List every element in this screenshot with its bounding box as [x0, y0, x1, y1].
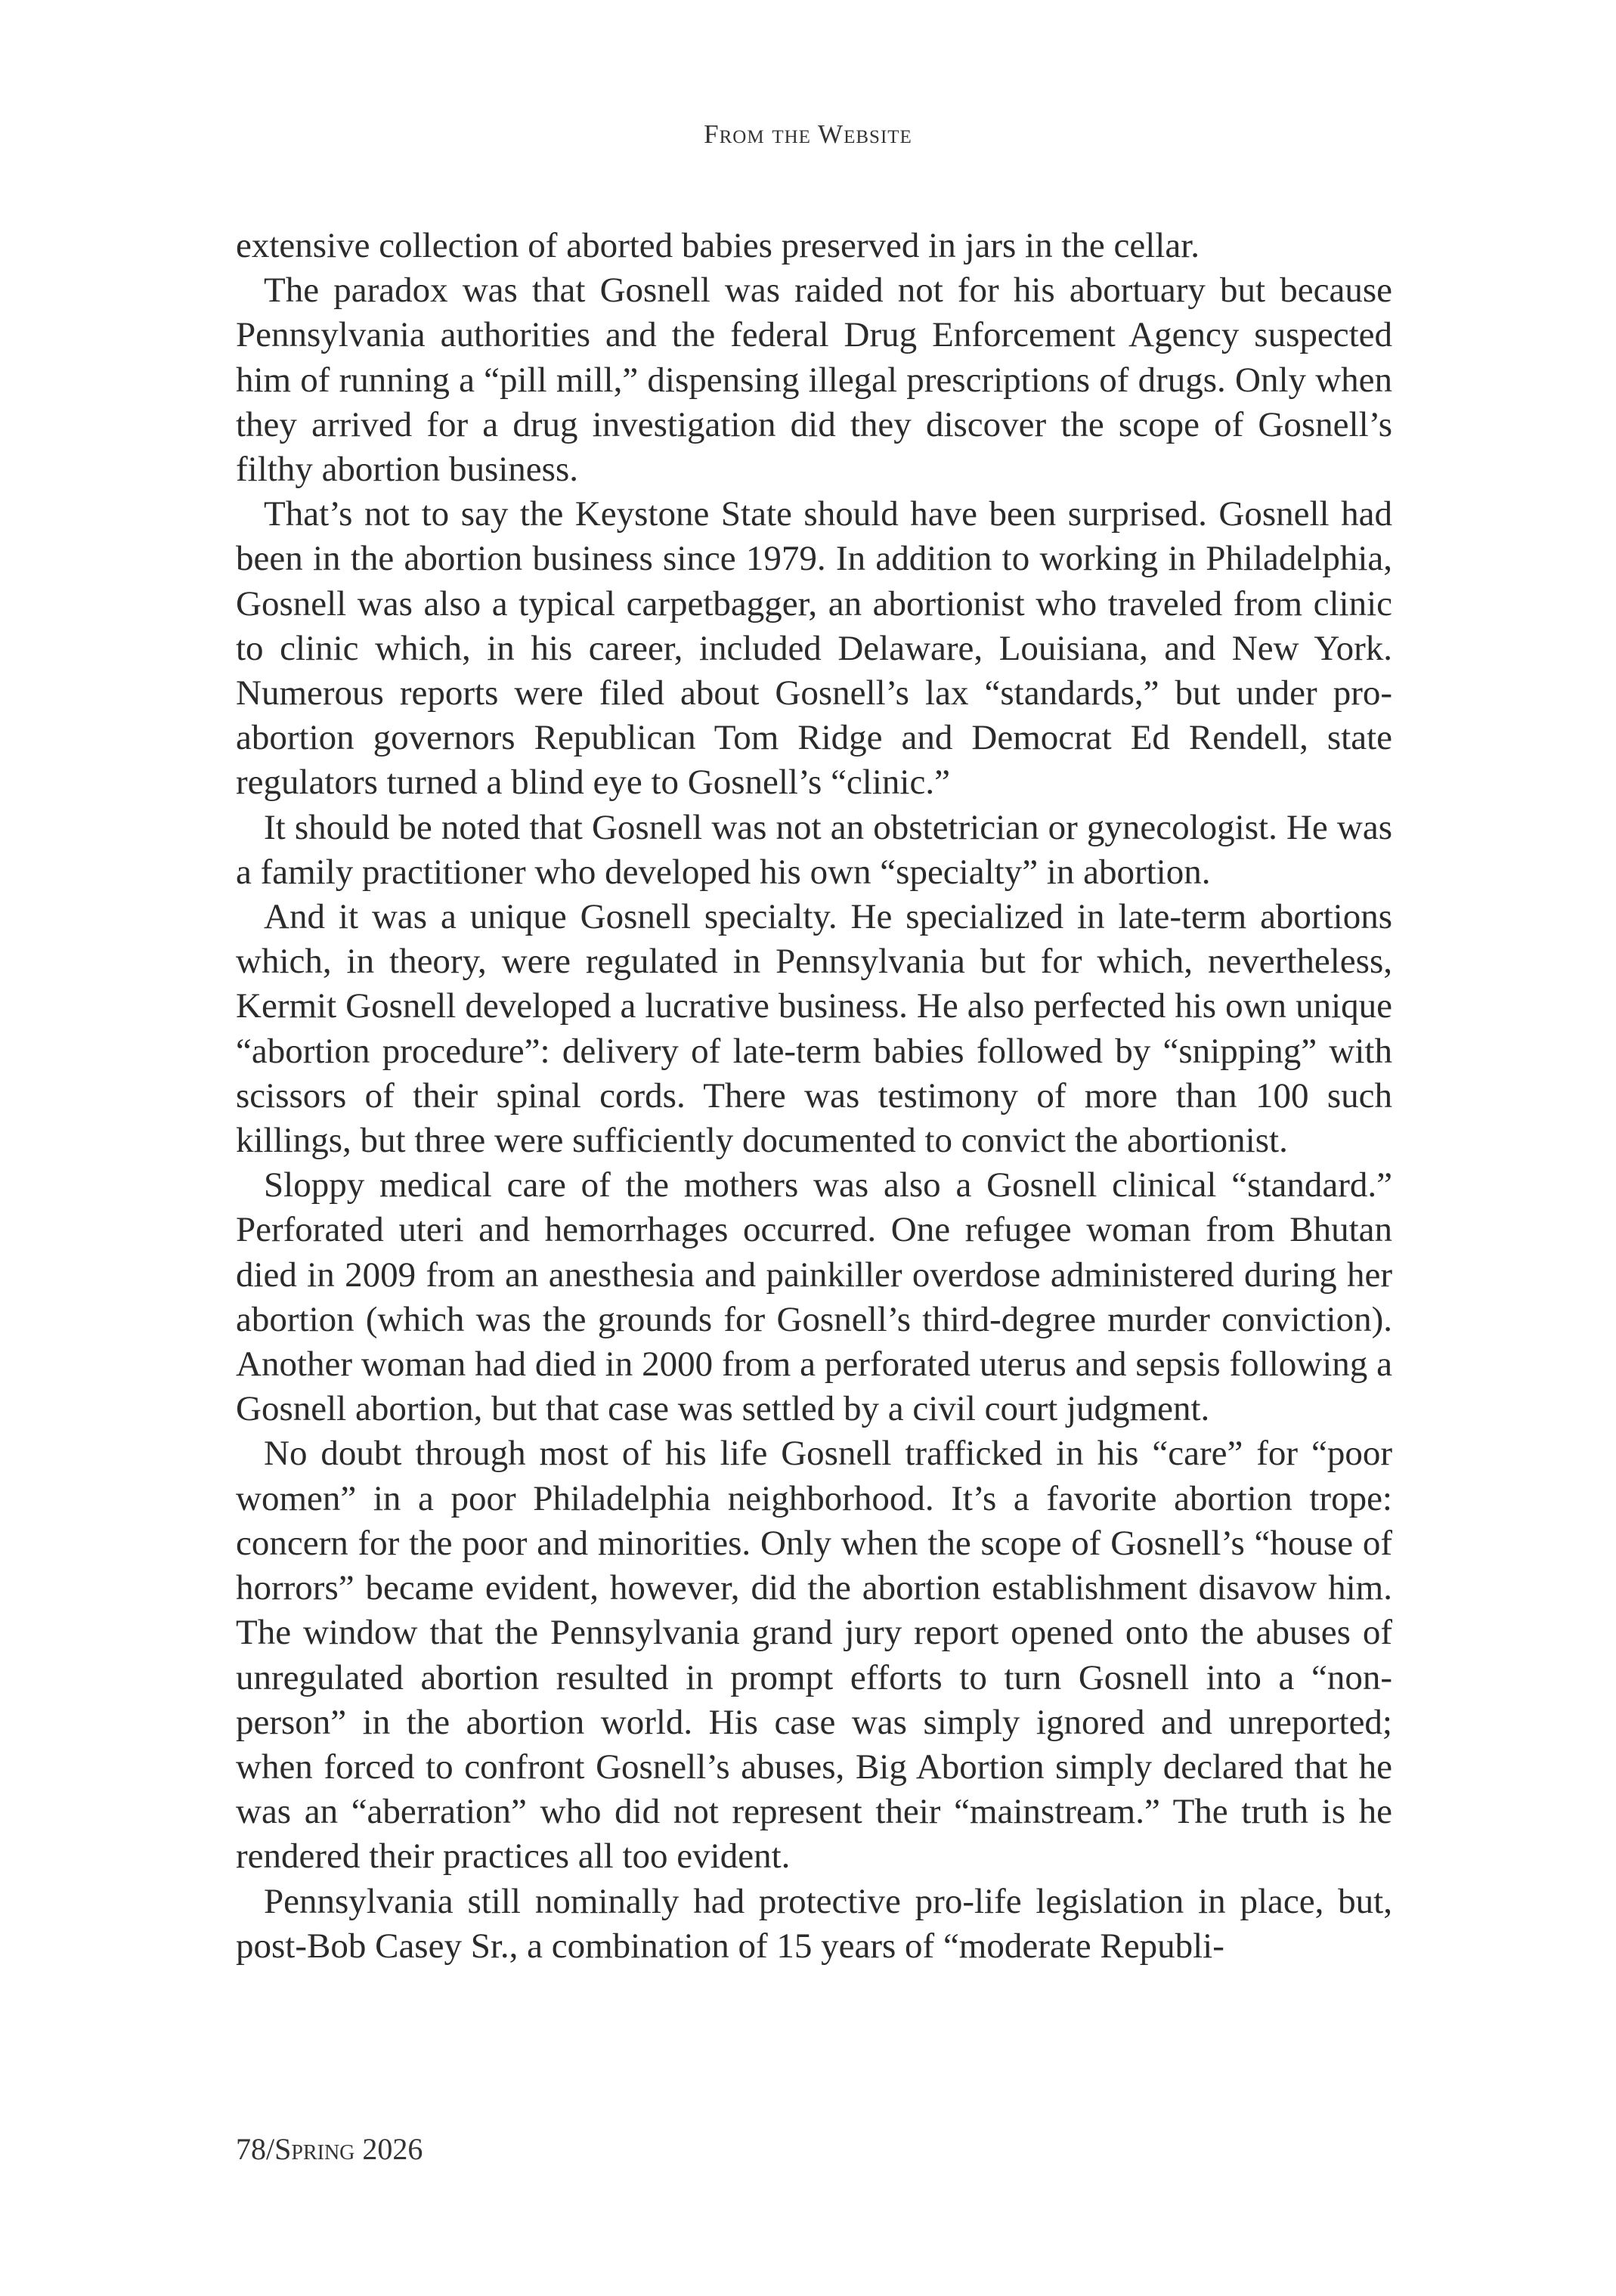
paragraph-1: extensive collection of aborted babies preserved in jars in the cellar.	[236, 226, 1200, 265]
paragraph-3: That’s not to say the Keystone State should have been surprised. Gosnell had been in the abortion business since 1979. In addition to working in Philadelphia, Gosnell was also a typical carpetbagger, an abortionist who traveled from clinic to clinic which, in his career, included Delaware, Louisiana, and New York. Numerous reports were filed about Gosnell’s lax “standards,” but under pro-abortion governors Republican Tom Ridge and Democrat Ed Rendell, state regulators turned a blind eye to Gosnell’s “clinic.”	[236, 494, 1392, 803]
issue-season: Spring	[274, 2132, 355, 2166]
paragraph-8: Pennsylvania still nominally had protective pro-life legislation in place, but, post-Bob Casey Sr., a combination of 15 years of “moderate Republi-	[236, 1881, 1392, 1966]
paragraph-5: And it was a unique Gosnell specialty. He specialized in late-term abortions which, in theory, were regulated in Pennsylvania but for which, nevertheless, Kermit Gosnell developed a lucrative business. He also perfected his own unique “abortion procedure”: delivery of late-term babies followed by “snipping” with scissors of their spinal cords. There was testimony of more than 100 such killings, but three were sufficiently documented to convict the abortionist.	[236, 897, 1392, 1161]
page-footer	[236, 2131, 423, 2167]
paragraph-6: Sloppy medical care of the mothers was also a Gosnell clinical “standard.” Perforated uteri and hemorrhages occurred. One refugee woman from Bhutan died in 2009 from an anesthesia and painkiller overdose administered during her abortion (which was the grounds for Gosnell’s third-degree murder conviction). Another woman had died in 2000 from a perforated uterus and sepsis following a Gosnell abortion, but that case was settled by a civil court judgment.	[236, 1165, 1392, 1429]
paragraph-7: No doubt through most of his life Gosnell trafficked in his “care” for “poor women” in a poor Philadelphia neighborhood. It’s a favorite abortion trope: concern for the poor and minorities. Only when the scope of Gosnell’s “house of horrors” became evident, however, did the abortion establishment disavow him. The window that the Pennsylvania grand jury report opened onto the abuses of unregulated abortion resulted in prompt efforts to turn Gosnell into a “non-person” in the abortion world. His case was simply ignored and unreported; when forced to confront Gosnell’s abuses, Big Abortion simply declared that he was an “aberration” who did not represent their “mainstream.” The truth is he rendered their practices all too evident.	[236, 1434, 1392, 1877]
issue-year: 2026	[354, 2132, 423, 2166]
page-number: 78/	[236, 2132, 275, 2166]
body-text	[236, 224, 1392, 1969]
paragraph-4: It should be noted that Gosnell was not an obstetrician or gynecologist. He was a family practitioner who developed his own “specialty” in abortion.	[236, 807, 1392, 892]
running-head: From the Website	[704, 119, 912, 149]
paragraph-2: The paradox was that Gosnell was raided not for his abortuary but because Pennsylvania authorities and the federal Drug Enforcement Agency suspected him of running a “pill mill,” dispensing illegal prescriptions of drugs. Only when they arrived for a drug investigation did they discover the scope of Gosnell’s filthy abortion business.	[236, 271, 1392, 490]
